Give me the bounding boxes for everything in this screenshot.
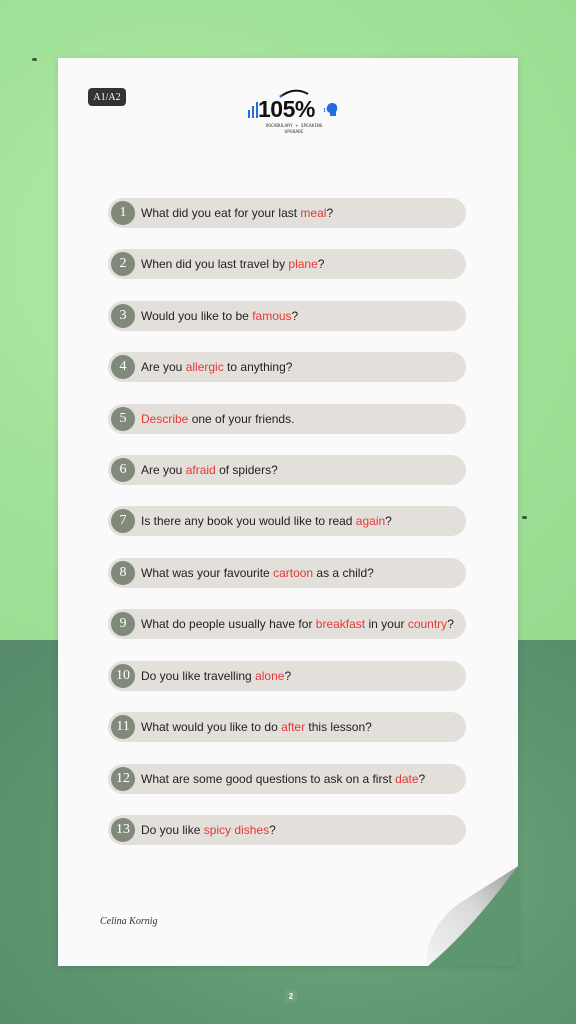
question-item [108,198,466,228]
highlighted-word: after [281,720,306,734]
highlighted-word: famous [252,309,292,323]
logo-subtitle-line2: UPGRADE [284,130,304,135]
level-badge: A1/A2 [88,88,126,106]
question-text-part: When did you last travel by [141,257,289,271]
question-number-badge: 3 [111,304,135,328]
question-number-badge: 8 [111,561,135,585]
question-text [141,558,374,588]
question-text-part: What do people usually have for [141,617,316,631]
highlighted-word: country [407,617,448,631]
question-number-badge: 4 [111,355,135,379]
question-text-part: ? [291,309,299,323]
speaking-head-icon [324,102,340,118]
highlighted-word: allergic [185,360,224,374]
question-item [108,764,466,794]
question-text-part: this lesson? [305,720,372,734]
question-text-part: one of your friends. [188,412,295,426]
highlighted-word: Describe [141,412,189,426]
highlighted-word: date [395,772,419,786]
question-item [108,404,466,434]
question-number-badge: 9 [111,612,135,636]
bars-icon [248,102,258,118]
question-item [108,558,466,588]
logo-subtitle [244,124,344,136]
question-number-badge: 12 [111,767,135,791]
question-text-part: ? [326,206,334,220]
question-item [108,506,466,536]
author-signature: Celina Kornig [100,916,158,927]
logo-subtitle-line1: VOCABULARY + SPEAKING [265,124,323,129]
question-text-part: What was your favourite [141,566,274,580]
question-text-part: as a child? [313,566,374,580]
question-item [108,815,466,845]
question-number-badge: 6 [111,458,135,482]
question-text-part: Are you [141,463,186,477]
question-item [108,609,466,639]
question-number-badge: 5 [111,407,135,431]
question-text-part: Do you like [141,823,204,837]
question-text-part: in your [365,617,408,631]
question-text-part: ? [269,823,276,837]
question-number-badge: 13 [111,818,135,842]
question-text-part: ? [418,772,426,786]
question-number-badge: 7 [111,509,135,533]
highlighted-word: plane [288,257,318,271]
question-text [141,506,392,536]
question-item [108,352,466,382]
question-text [141,815,276,845]
question-text-part: of spiders? [215,463,278,477]
question-number-badge: 2 [111,252,135,276]
question-text-part: What would you like to do [141,720,282,734]
question-text [141,455,278,485]
question-text-part: ? [385,514,392,528]
question-text-part: Are you [141,360,186,374]
question-text [141,764,425,794]
question-number-badge: 1 [111,201,135,225]
question-text [141,301,298,331]
question-text-part: Do you like travelling [141,669,256,683]
question-text [141,609,454,639]
background-speck [522,516,527,519]
question-text-part: to anything? [223,360,293,374]
highlighted-word: spicy dishes [203,823,270,837]
highlighted-word: breakfast [315,617,366,631]
question-item [108,712,466,742]
question-text-part: What are some good questions to ask on a first [141,772,396,786]
question-number-badge: 11 [111,715,135,739]
worksheet-page [58,58,518,966]
question-item [108,249,466,279]
question-text-part: ? [447,617,454,631]
highlighted-word: afraid [185,463,216,477]
question-item [108,661,466,691]
question-item [108,301,466,331]
brand-logo [244,86,344,142]
question-text [141,404,294,434]
question-text-part: ? [317,257,325,271]
highlighted-word: again [355,514,386,528]
highlighted-word: alone [255,669,285,683]
question-item [108,455,466,485]
question-text-part: ? [284,669,292,683]
page-number: 2 [285,990,297,1002]
question-text [141,661,291,691]
logo-title: 105% [258,96,315,122]
highlighted-word: meal [300,206,327,220]
question-text [141,198,333,228]
highlighted-word: cartoon [273,566,314,580]
question-text-part: Is there any book you would like to read [141,514,356,528]
page-curl [368,866,518,966]
question-number-badge: 10 [111,664,135,688]
background-speck [32,58,37,61]
question-text-part: What did you eat for your last [141,206,301,220]
question-text [141,352,292,382]
question-text [141,249,324,279]
question-text [141,712,372,742]
question-text-part: Would you like to be [141,309,253,323]
